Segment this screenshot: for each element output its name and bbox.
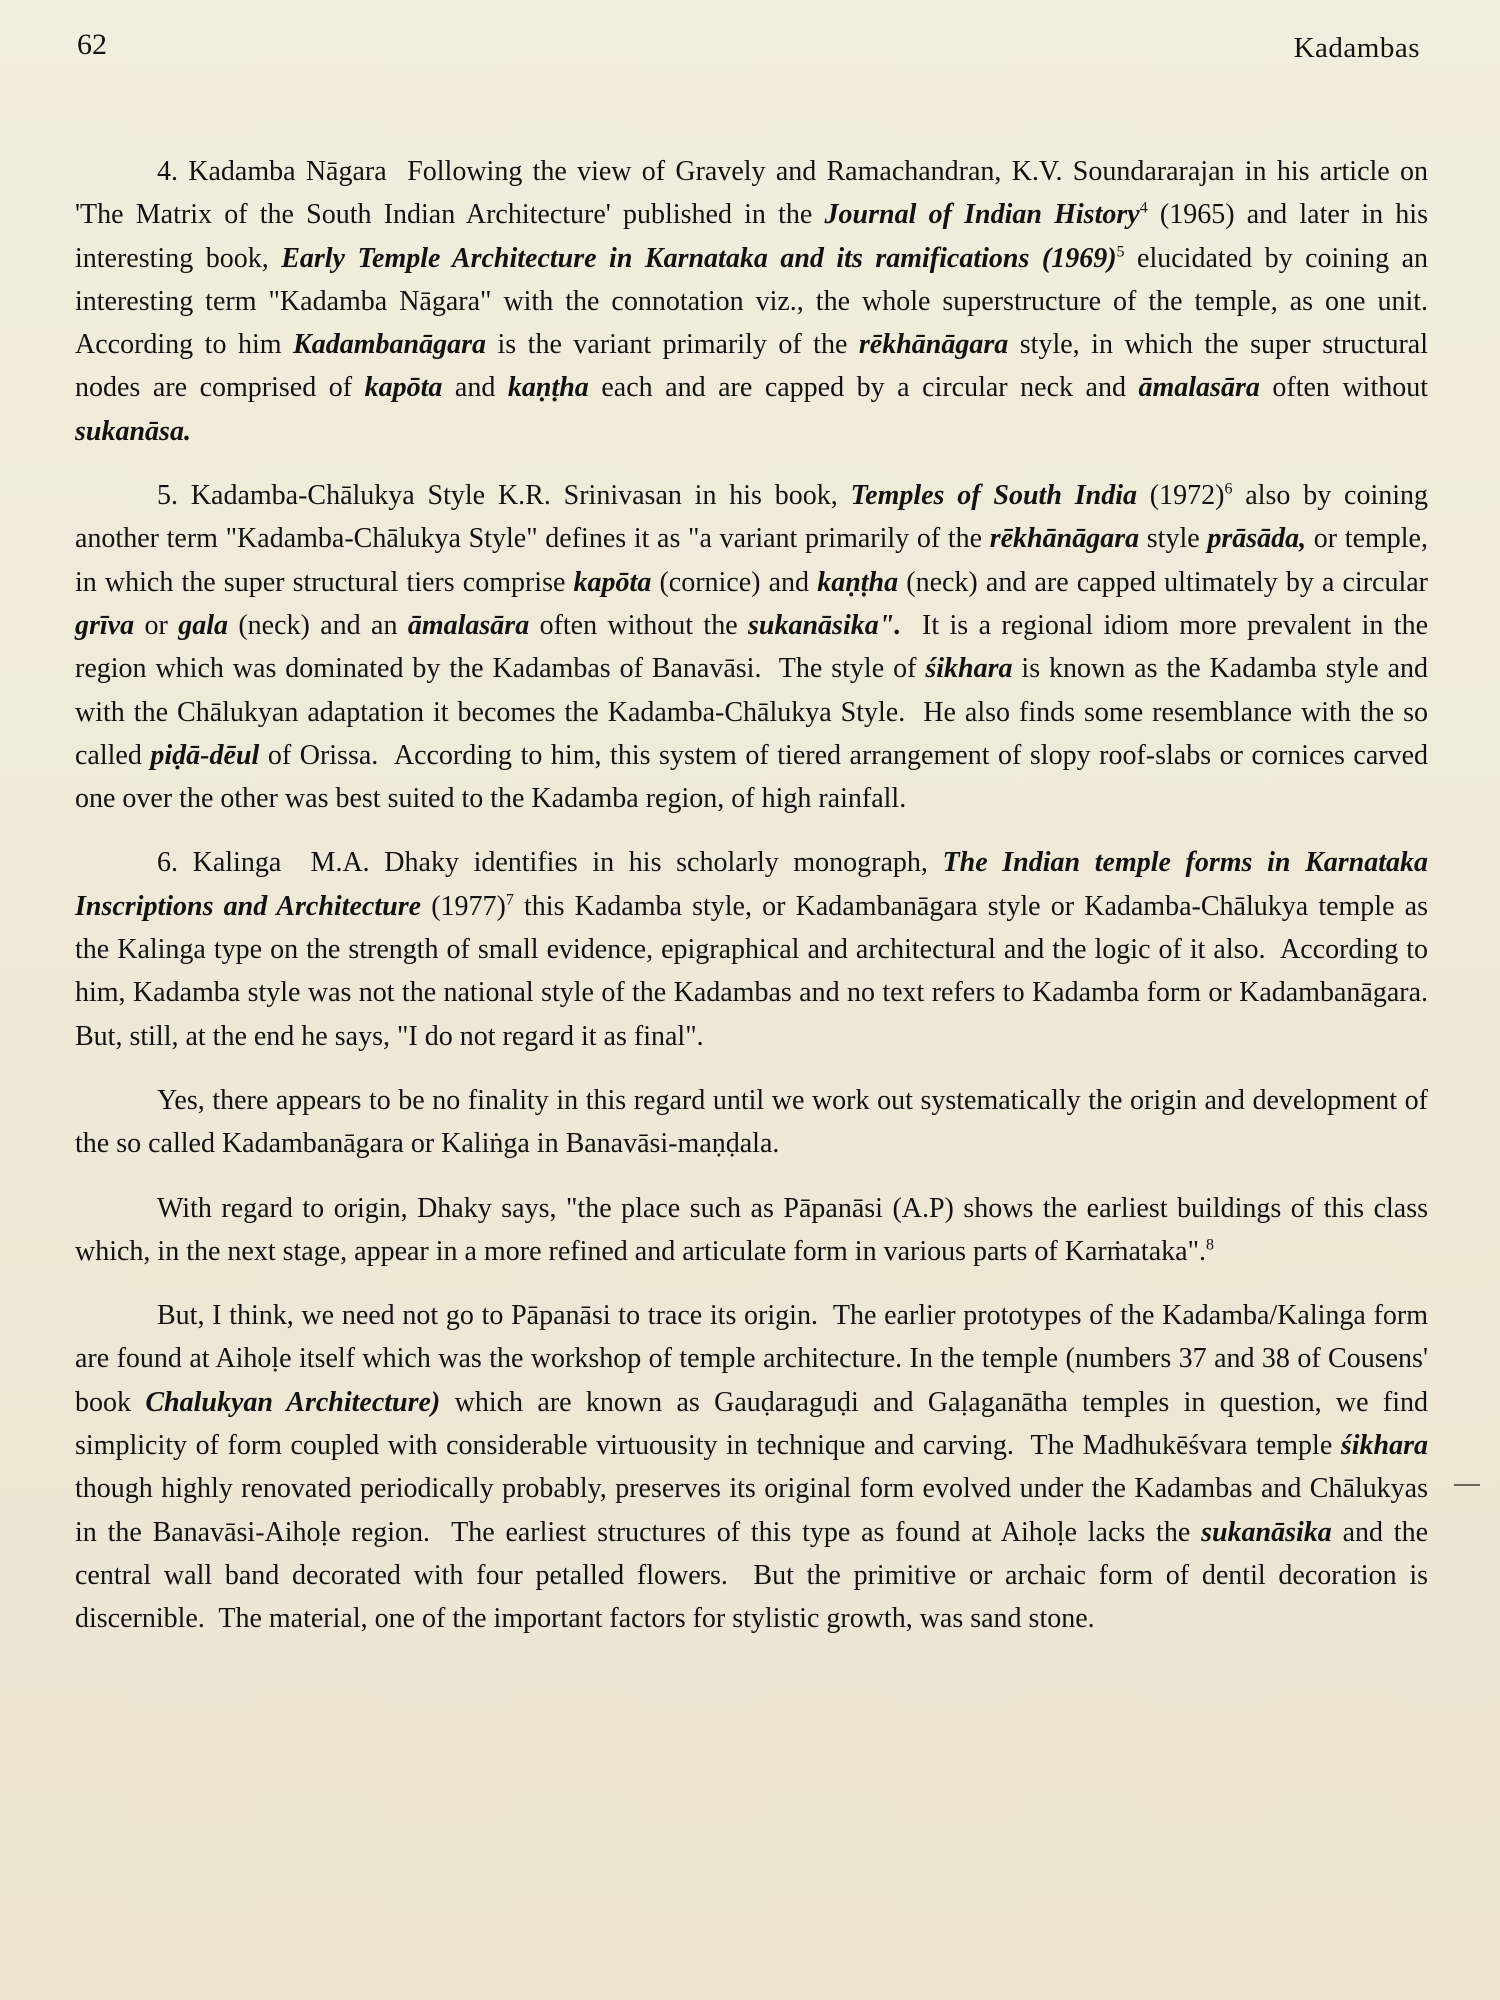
text-run: is known as the Kadamba style and with the Chālukyan adaptation it becomes the Kadamba-Chālukya Style. He also finds some resemblance with the so called	[75, 653, 1442, 771]
text-run: and the central wall band decorated with four petalled flowers. But the primitive or archaic form of dentil decoration is discernible. The material, one of the important factors for stylistic growth, was sand stone.	[75, 1516, 1435, 1635]
section-heading: 6. Kalinga	[157, 847, 282, 879]
text-run: M.A. Dhaky identifies in his scholarly monograph,	[281, 847, 943, 879]
italic-term: āmalasāra	[407, 609, 530, 641]
footnote-marker: 6	[1224, 480, 1233, 498]
italic-term: kaṇṭha	[817, 566, 899, 598]
text-run: though highly renovated periodically probably, preserves its original form evolved under the Kadambas and Chālukyas in the Banavāsi-Aihoḷe region. The earliest structures of this type as found at Aihoḷe lacks the	[75, 1430, 1435, 1548]
text-run: (neck) and are capped ultimately by a circular	[898, 566, 1435, 598]
text-run: But, I think, we need not go to Pāpanāsi to trace its origin. The earlier prototypes of the Kadamba/Kalinga form are found at Aihoḷe itself which was the workshop of temple architecture. In the temple (numbers 37 and 38 of Cousens' book	[75, 1300, 1435, 1418]
text-run: and	[442, 372, 508, 404]
text-run: With regard to origin, Dhaky says, "the place such as Pāpanāsi (A.P) shows the earliest buildings of this class which, in the next stage, appear in a more refined and articulate form in various parts of Karṁataka".	[75, 1192, 1435, 1267]
text-run: (neck) and an	[227, 609, 408, 641]
text-run: or	[134, 609, 179, 641]
text-run: elucidated by coining an interesting term "Kadamba Nāgara" with the connotation viz., the whole superstructure of the temple, as one unit. According to him	[75, 242, 1442, 361]
italic-term: Journal of Indian History	[824, 199, 1140, 231]
italic-term: sukanāsika".	[748, 609, 902, 641]
running-head: Kadambas	[1293, 32, 1420, 64]
text-run: Yes, there appears to be no finality in this regard until we work out systematically the origin and development of the so called Kadambanāgara or Kaliṅga in Banavāsi-maṇḍala.	[75, 1084, 1435, 1160]
footnote-marker: 5	[1116, 243, 1125, 261]
text-run: Following the view of Gravely and Ramachandran, K.V. Soundararajan in his article on 'The Matrix of the South Indian Architecture' published in the	[75, 156, 1435, 231]
text-run: which are known as Gauḍaraguḍi and Gaḷaganātha temples in question, we find simplicity of form coupled with considerable virtuousity in technique and carving. The Madhukēśvara temple	[75, 1386, 1436, 1462]
italic-term: śikhara	[1340, 1430, 1428, 1462]
footnote-marker: 7	[505, 891, 514, 909]
italic-term: piḍā-dēul	[150, 739, 260, 771]
paragraph-prototypes	[75, 1294, 1436, 1640]
text-run: each and are capped by a circular neck and	[588, 372, 1139, 404]
italic-term: The Indian temple forms in Karnataka Inscriptions and Architecture	[75, 847, 1435, 922]
section-heading: 4. Kadamba Nāgara	[157, 156, 387, 187]
text-run: (1977)	[421, 890, 506, 922]
text-run: (1965) and later in his interesting book,	[75, 199, 1435, 274]
text-run: is the variant primarily of the	[485, 329, 859, 361]
text-run: of Orissa. According to him, this system of tiered arrangement of slopy roof-slabs or cornices carved one over the other was best suited to the Kadamba region, of high rainfall.	[75, 739, 1436, 815]
paragraph-kalinga	[75, 841, 1442, 1057]
italic-term: prāsāda,	[1207, 523, 1307, 555]
paragraph-finality	[75, 1079, 1435, 1166]
paragraph-kadamba-nagara	[75, 150, 1442, 453]
italic-term: kaṇṭha	[507, 372, 589, 404]
italic-term: rēkhānāgara	[858, 329, 1009, 361]
italic-term: kapōta	[364, 372, 443, 404]
text-run: (cornice) and	[651, 566, 818, 598]
paragraph-kadamba-chalukya-style	[75, 474, 1442, 820]
italic-term: āmalasāra	[1138, 372, 1260, 404]
text-run: this Kadamba style, or Kadambanāgara style or Kadamba-Chālukya temple as the Kalinga type on the strength of small evidence, epigraphical and architectural and the logic of it also. According to him, Kadamba style was not the national style of the Kadambas and no text refers to Kadamba form or Kadambanāgara. But, still, at the end he says, "I do not regard it as final".	[75, 890, 1442, 1052]
text-run: It is a regional idiom more prevalent in the region which was dominated by the Kadambas of Banavāsi. The style of	[75, 609, 1436, 685]
italic-term: Temples of South India	[850, 480, 1137, 512]
page-number: 62	[77, 28, 107, 61]
text-run: also by coining another term "Kadamba-Chālukya Style" defines it as "a variant primarily of the	[75, 480, 1435, 555]
italic-term: sukanāsa.	[75, 415, 191, 447]
footnote-marker: 4	[1139, 199, 1148, 217]
body-text	[75, 150, 1442, 1662]
italic-term: rēkhānāgara	[989, 523, 1140, 555]
text-run: style	[1139, 523, 1208, 555]
italic-term: grīva	[75, 609, 135, 641]
text-run: or temple, in which the super structural tiers comprise	[75, 523, 1435, 598]
italic-term: Early Temple Architecture in Karnataka and its ramifications (1969)	[281, 242, 1117, 274]
section-heading: 5. Kadamba-Chālukya Style	[157, 480, 486, 512]
text-run: style, in which the super structural nodes are comprised of	[75, 329, 1435, 404]
paragraph-origin	[75, 1187, 1435, 1274]
italic-term: Kadambanāgara	[293, 329, 486, 361]
italic-term: sukanāsika	[1201, 1516, 1332, 1548]
margin-mark	[1454, 1484, 1480, 1486]
text-run: K.R. Srinivasan in his book,	[485, 480, 851, 512]
text-run: (1972)	[1136, 480, 1225, 512]
text-run: often without	[1259, 372, 1436, 404]
italic-term: kapōta	[573, 566, 652, 598]
italic-term: gala	[178, 609, 228, 641]
text-run: often without the	[529, 609, 749, 641]
italic-term: śikhara	[925, 653, 1013, 685]
italic-term: Chalukyan Architecture)	[145, 1386, 441, 1418]
footnote-marker: 8	[1206, 1236, 1214, 1254]
